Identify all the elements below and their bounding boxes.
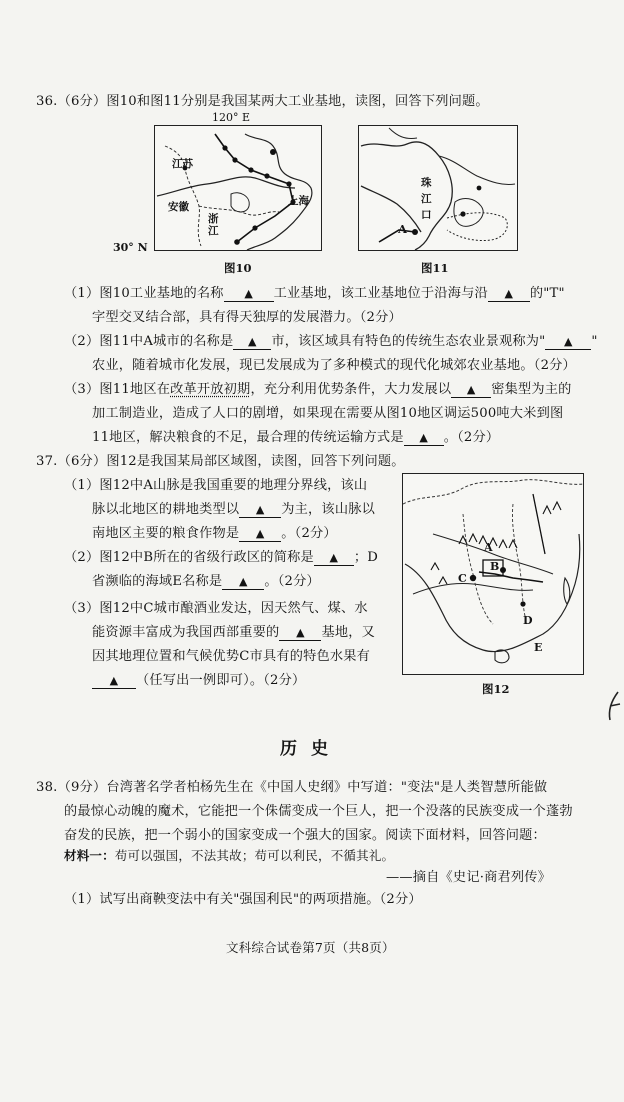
blank-mark: ▲ (419, 431, 429, 444)
q36-sub1-blank-2[interactable] (488, 287, 530, 302)
q36-sub2-text-c: " (591, 334, 598, 349)
q36-sub3-text-b: ，充分利用优势条件，大力发展以 (250, 382, 452, 397)
fig12-label-e: E (534, 641, 543, 654)
fig12-label-d: D (523, 614, 533, 627)
fig12-caption: 图12 (482, 682, 510, 696)
q36-sub2-line2: 农业，随着城市化发展，现已发展成为了多种模式的现代化城郊农业基地。（2分） (92, 358, 576, 373)
fig12-label-a: A (484, 541, 493, 554)
blank-mark: ▲ (255, 527, 265, 540)
blank-mark: ▲ (109, 674, 119, 687)
q37-sub2-blank-2[interactable] (222, 575, 264, 590)
q37-sub1-text-b: 为主，该山脉以 (281, 502, 375, 517)
q37-sub3-blank-2[interactable] (92, 674, 136, 689)
q36-sub2-blank-1[interactable] (233, 335, 271, 350)
q36-sub3-text-d: 11地区，解决粮食的不足，最合理的传统运输方式是 (92, 430, 404, 445)
q36-sub1-text-c: 的"T" (529, 286, 565, 301)
q37-sub2-blank-1[interactable] (314, 551, 354, 566)
figure-11-drawing (359, 126, 517, 250)
blank-mark: ▲ (296, 626, 305, 639)
q37-sub1-text-d: 。（2分） (281, 526, 337, 541)
fig11-caption: 图11 (421, 261, 449, 275)
q37-sub3-line3: 因其地理位置和气候优势C市具有的特色水果有 (92, 649, 371, 664)
fig10-place-jiangsu: 江苏 (172, 158, 193, 170)
q36-sub3-text-a: （3）图11地区在 (64, 382, 171, 397)
figure-12-drawing (403, 474, 583, 674)
figure-11-map (358, 125, 518, 251)
q37-sub3-line1: （3）图12中C城市酿酒业发达，因天然气、煤、水 (64, 601, 368, 616)
history-section-title: 历史 (280, 739, 342, 759)
q37-sub1-text-a: 脉以北地区的耕地类型以 (92, 502, 240, 517)
q38-material-label: 材料一： (64, 848, 115, 863)
q38-line2: 的最惊心动魄的魔术，它能把一个侏儒变成一个巨人，把一个没落的民族变成一个蓬勃 (64, 804, 573, 819)
fig12-label-b: B (490, 560, 500, 573)
q36-sub1-text-b: 工业基地，该工业基地位于沿海与沿 (273, 286, 488, 301)
fig11-label-jiang: 江 (421, 193, 432, 205)
q36-sub2-text-b: 市，该区域具有特色的传统生态农业景观称为" (271, 334, 546, 349)
q36-sub1-line2: 字型交叉结合部，具有得天独厚的发展潜力。（2分） (92, 310, 402, 325)
q37-sub2-line1 (64, 546, 378, 566)
q38-line3: 奋发的民族，把一个弱小的国家变成一个强大的国家。阅读下面材料，回答问题： (64, 828, 546, 843)
q36-sub3-line1 (64, 378, 572, 398)
fig11-label-zhu: 珠 (421, 177, 432, 189)
q36-sub3-emphasis: 改革开放初期 (170, 382, 251, 397)
q37-sub3-text-b: 基地，又 (321, 625, 375, 640)
figure-10-drawing (155, 126, 321, 250)
q36-sub3-text-e: 。（2分） (443, 430, 500, 445)
q37-sub2-text-b: ；D (353, 550, 379, 565)
blank-mark: ▲ (248, 335, 257, 348)
q37-sub3-line4 (92, 669, 305, 689)
figure-10-map (154, 125, 322, 251)
q36-sub1-blank-1[interactable] (224, 287, 274, 302)
q38-sub1: （1）试写出商鞅变法中有关"强国利民"的两项措施。（2分） (64, 892, 422, 907)
blank-mark: ▲ (466, 383, 476, 396)
blank-mark: ▲ (564, 335, 573, 348)
q37-stem: 37.（6分）图12是我国某局部区域图，读图，回答下列问题。 (36, 454, 405, 469)
q37-sub1-blank-2[interactable] (239, 527, 281, 542)
q38-material-1 (64, 846, 394, 864)
q36-sub3-text-c: 密集型为主的 (491, 382, 572, 397)
q36-sub1-text-a: （1）图10工业基地的名称 (64, 286, 224, 301)
page-footer: 文科综合试卷第7页（共8页） (226, 940, 395, 955)
q38-line1: 38.（9分）台湾著名学者柏杨先生在《中国人史纲》中写道："变法"是人类智慧所能做 (36, 780, 548, 795)
blank-mark: ▲ (238, 575, 248, 588)
fig11-label-kou: 口 (421, 209, 432, 221)
pen-mark-decoration (604, 690, 624, 726)
q36-sub2-blank-2[interactable] (545, 335, 591, 350)
fig10-place-anhui: 安徽 (168, 201, 189, 213)
q37-sub3-blank-1[interactable] (279, 626, 321, 641)
figure-12-map (402, 473, 584, 675)
blank-mark: ▲ (504, 287, 514, 300)
q37-sub2-text-d: 。（2分） (264, 574, 320, 589)
fig11-point-a: A (398, 222, 407, 236)
q36-sub3-blank-1[interactable] (451, 383, 491, 398)
q37-sub1-blank-1[interactable] (239, 503, 281, 518)
fig10-place-zhejiang: 浙江 (208, 213, 219, 237)
q37-sub2-text-a: （2）图12中B所在的省级行政区的简称是 (64, 550, 314, 565)
q36-sub3-line2: 加工制造业，造成了人口的剧增，如果现在需要从图10地区调运500吨大米到图 (92, 406, 564, 421)
q37-sub2-line2 (92, 570, 320, 590)
q37-sub1-line1: （1）图12中A山脉是我国重要的地理分界线，该山 (64, 478, 368, 493)
fig10-lon-label: 120° E (212, 111, 251, 124)
q37-sub3-text-c: （任写出一例即可）。（2分） (136, 673, 306, 688)
q37-sub3-text-a: 能资源丰富成为我国西部重要的 (92, 625, 280, 640)
fig12-label-c: C (458, 572, 467, 585)
q37-sub1-line2 (92, 498, 375, 518)
fig10-place-shanghai: 上海 (288, 195, 309, 207)
blank-mark: ▲ (244, 287, 253, 300)
fig10-caption: 图10 (224, 261, 252, 275)
blank-mark: ▲ (329, 551, 339, 564)
q37-sub2-text-c: 省濒临的海域E名称是 (92, 574, 223, 589)
q36-sub1-line1 (64, 282, 565, 302)
fig10-lat-label: 30° N (113, 241, 148, 254)
q36-sub3-blank-2[interactable] (404, 431, 444, 446)
blank-mark: ▲ (255, 503, 265, 516)
q37-sub1-text-c: 南地区主要的粮食作物是 (92, 526, 240, 541)
q38-material-text: 苟可以强国，不法其故；苟可以利民，不循其礼。 (114, 848, 395, 863)
q36-stem: 36.（6分）图10和图11分别是我国某两大工业基地，读图，回答下列问题。 (36, 94, 489, 109)
q38-source: ——摘自《史记·商君列传》 (386, 870, 552, 885)
q36-sub3-line3 (92, 426, 499, 446)
q36-sub2-line1 (64, 330, 598, 350)
q37-sub1-line3 (92, 522, 337, 542)
q36-sub2-text-a: （2）图11中A城市的名称是 (64, 334, 234, 349)
q37-sub3-line2 (92, 621, 375, 641)
